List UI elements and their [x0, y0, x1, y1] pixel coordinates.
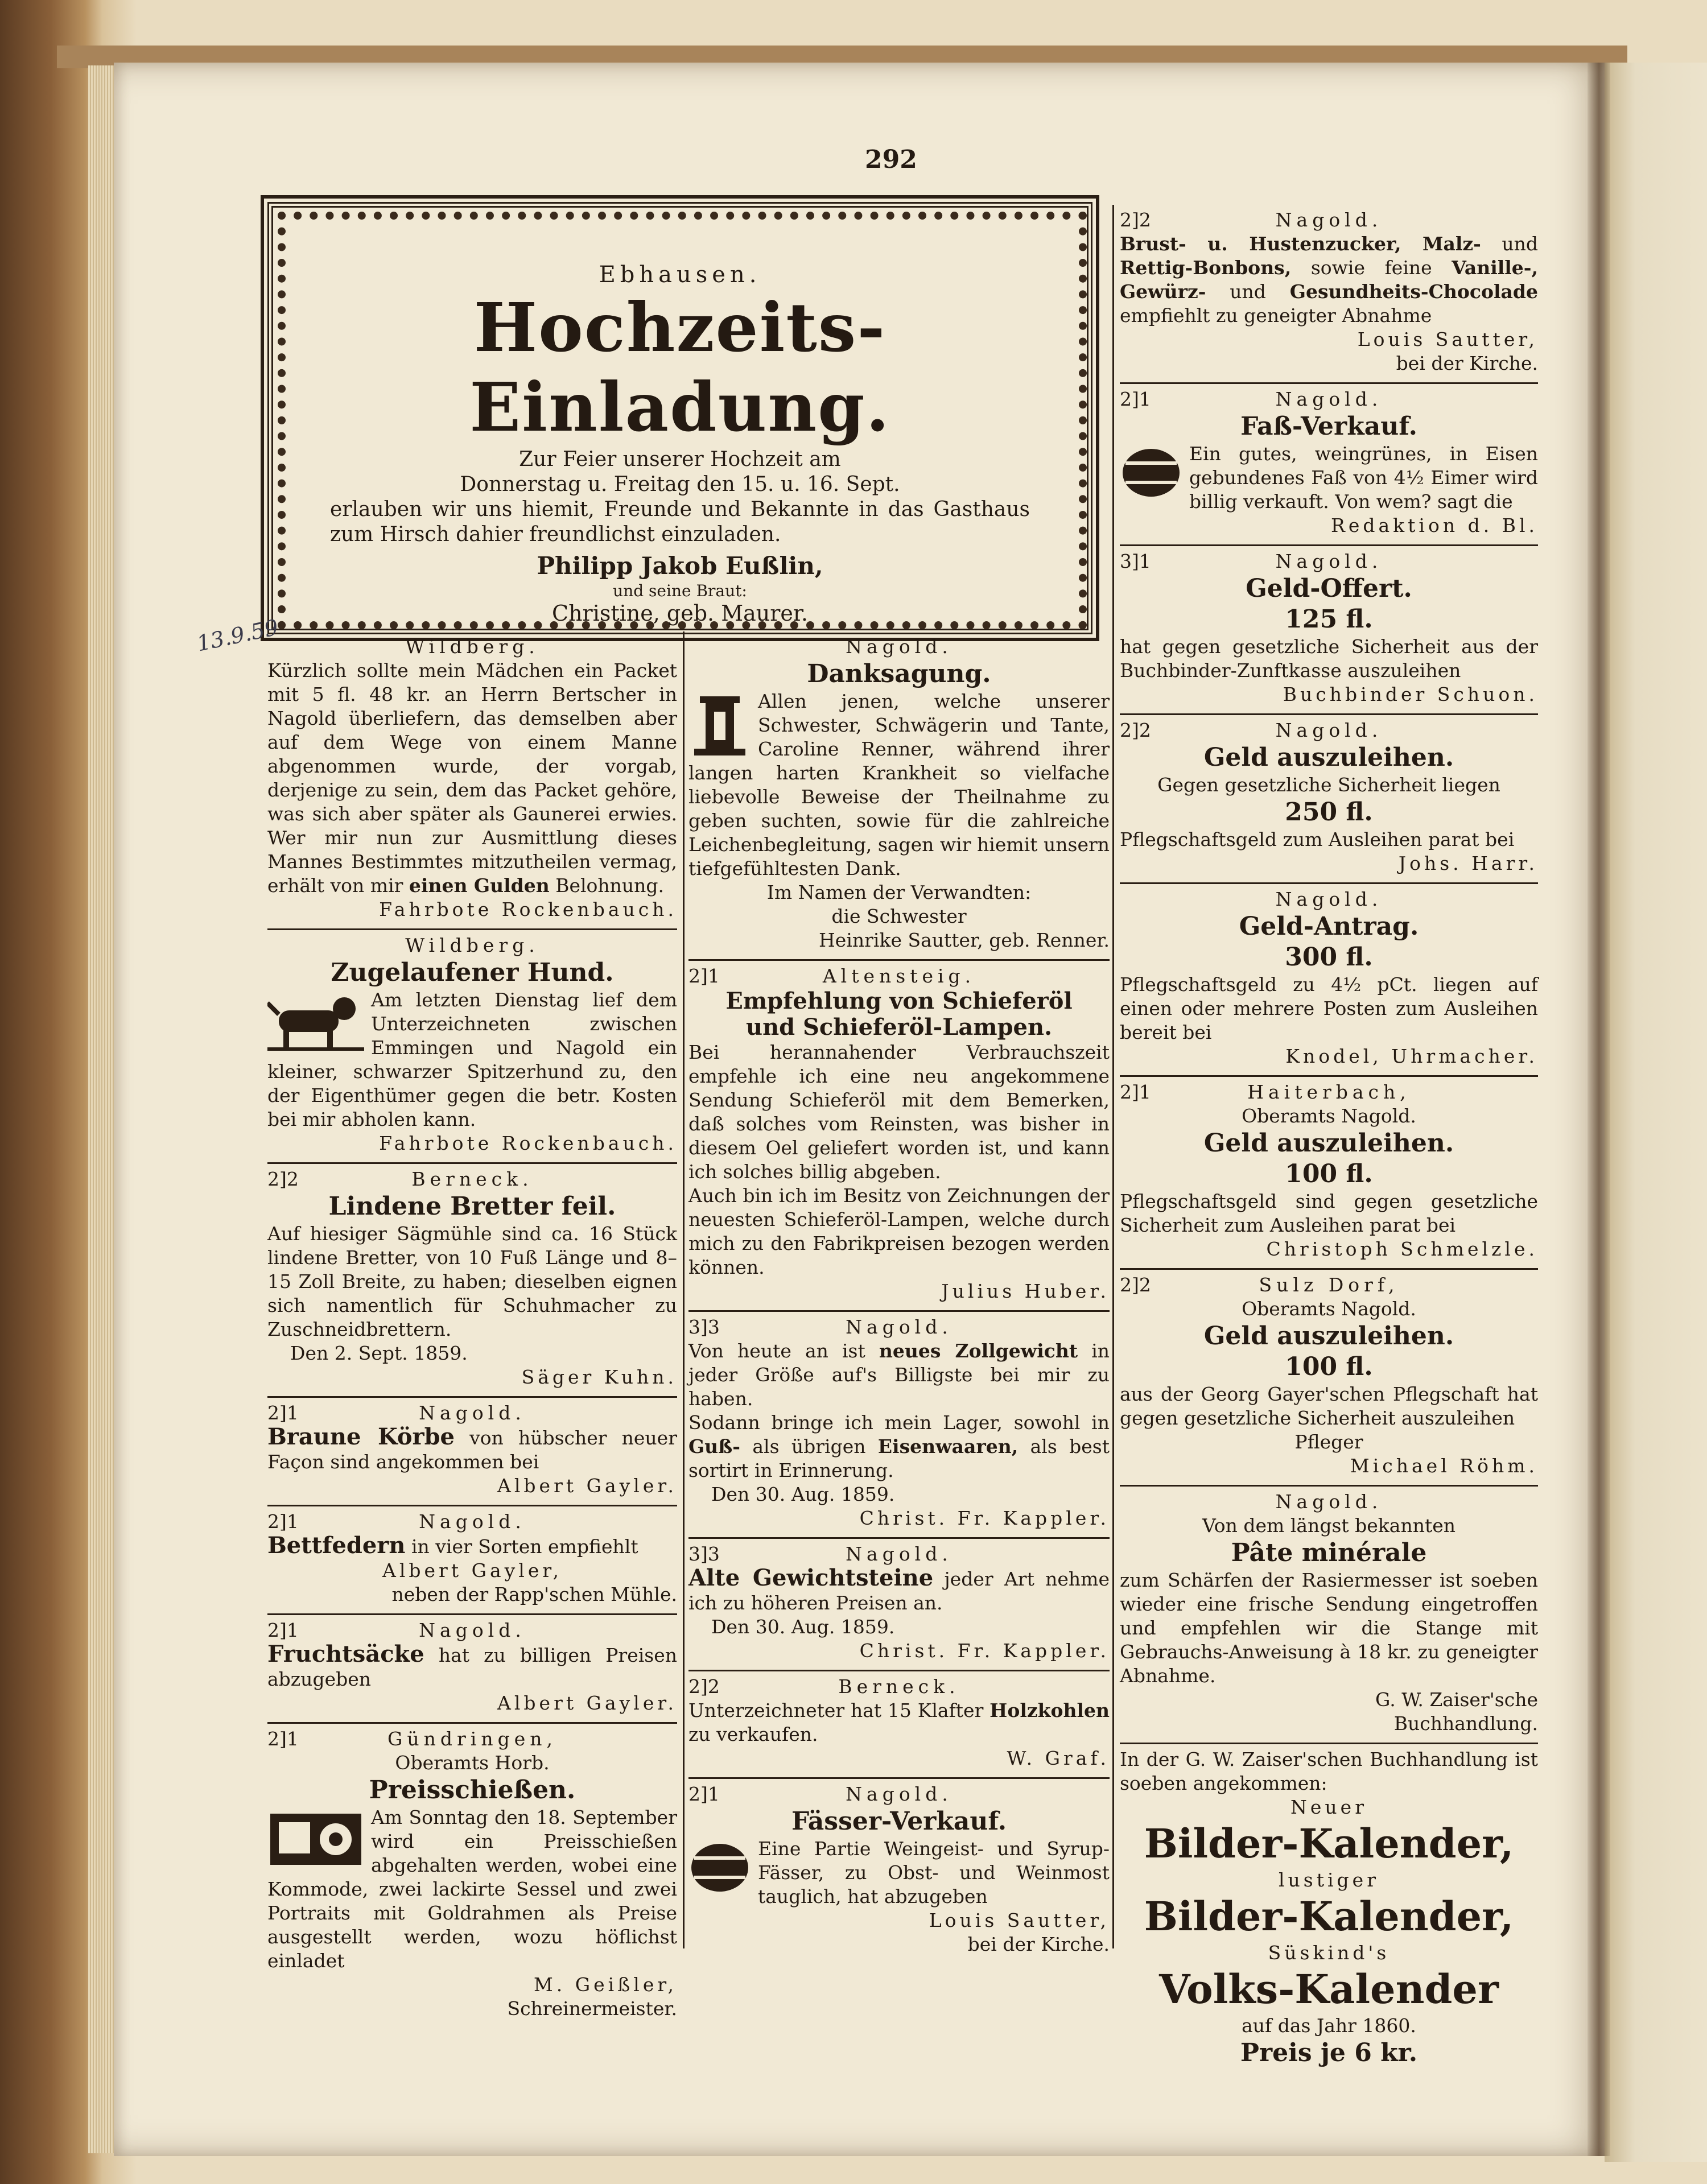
ad-zollgewicht — [688, 1312, 1110, 1539]
ad-signature: Christoph Schmelzle. — [1266, 1238, 1538, 1260]
ad-faesser — [688, 1779, 1110, 1963]
ad-body: Gegen gesetzliche Sicherheit liegen — [1157, 774, 1500, 796]
ad-pate-minerale — [1120, 1487, 1538, 1744]
wedding-line-2: Donnerstag u. Freitag den 15. u. 16. Sept. — [460, 473, 900, 496]
ad-place-2: Oberamts Horb. — [395, 1752, 550, 1774]
ad-place: Nagold. — [846, 1783, 953, 1805]
ad-place: Nagold. — [846, 1316, 953, 1338]
ad-text — [688, 1837, 1110, 1909]
ad-label: Süskind's — [1268, 1942, 1390, 1964]
ad-body-2: Pflegschaftsgeld zum Ausleihen parat bei — [1120, 828, 1515, 851]
ad-geld250 — [1120, 715, 1538, 884]
ad-place: Nagold. — [846, 1543, 953, 1565]
ad-signature: M. Geißler, — [534, 1974, 677, 1996]
shooting-target-icon — [267, 1808, 364, 1871]
ad-bettfedern — [267, 1506, 677, 1615]
ad-text — [267, 988, 677, 1132]
ad-text — [688, 690, 1110, 881]
ad-bold: Eisenwaaren, — [877, 1435, 1019, 1458]
ad-text — [267, 1806, 677, 1973]
ad-body: Am Sonntag den 18. September wird ein Preisschießen abgehalten werden, wobei eine Kommode, zwei lackirte Sessel und zwei Portraits mit Goldrahmen als Preise ausgestellt werden, wozu höflichst einladet — [267, 1806, 677, 1972]
ad-body: von hübscher neuer Façon sind angekommen bei — [267, 1427, 677, 1473]
ad-dog — [267, 930, 677, 1164]
ad-place-2: Oberamts Nagold. — [1242, 1298, 1416, 1320]
ad-body-tail: Belohnung. — [555, 874, 665, 897]
ad-place: Berneck. — [838, 1675, 960, 1698]
ad-kalender — [1120, 1744, 1538, 2075]
column-divider-1 — [683, 631, 685, 1948]
ad-headline: Pâte minérale — [1231, 1538, 1427, 1567]
ad-date: Den 30. Aug. 1859. — [711, 1483, 895, 1505]
ad-signature: Christ. Fr. Kappler. — [859, 1640, 1110, 1662]
ad-signature: Julius Huber. — [941, 1280, 1110, 1302]
ad-gewichtsteine — [688, 1539, 1110, 1671]
ad-body: und — [1502, 233, 1538, 255]
ad-headline: Geld-Offert. — [1246, 574, 1412, 603]
ad-mark: 2]2 — [267, 1168, 299, 1190]
ad-signature: Louis Sautter, — [929, 1909, 1110, 1931]
ad-text — [267, 659, 677, 898]
ad-headline-3: Volks-Kalender — [1159, 1966, 1499, 2013]
wedding-and-bride: und seine Braut: — [613, 581, 747, 600]
ad-headline: Bettfedern — [267, 1532, 406, 1559]
ad-signature: Christ. Fr. Kappler. — [859, 1507, 1110, 1529]
ad-signature-2: Buchhandlung. — [1393, 1712, 1538, 1735]
ad-signature: Buchbinder Schuon. — [1283, 683, 1538, 705]
ad-body: Sodann bringe ich mein Lager, sowohl in — [688, 1411, 1110, 1434]
ad-headline: Geld auszuleihen. — [1203, 1129, 1454, 1158]
ad-body: in vier Sorten empfiehlt — [411, 1535, 638, 1558]
ad-amount: 100 fl. — [1285, 1352, 1373, 1381]
ad-signature: Knodel, Uhrmacher. — [1285, 1045, 1538, 1067]
ad-headline: Fruchtsäcke — [267, 1641, 424, 1667]
ad-amount: 250 fl. — [1285, 798, 1373, 827]
ad-geldofferte — [1120, 546, 1538, 715]
ad-text — [267, 1534, 677, 1559]
ad-koerbe — [267, 1398, 677, 1506]
ad-headline: Geld-Antrag. — [1239, 912, 1419, 941]
ad-headline: Faß-Verkauf. — [1240, 412, 1417, 441]
ad-body-tail: zu verkaufen. — [688, 1723, 818, 1745]
ad-place: Nagold. — [419, 1402, 526, 1424]
ad-mark: 2]1 — [1120, 1081, 1151, 1103]
ad-signature-3: Heinrike Sautter, geb. Renner. — [819, 929, 1110, 951]
ad-mark: 3]3 — [688, 1316, 720, 1338]
barrel-icon — [688, 1839, 751, 1896]
handwritten-note: 13.9.59 — [195, 614, 281, 657]
ad-reward: einen Gulden — [409, 874, 550, 897]
ad-body: Am letzten Dienstag lief dem Unterzeichneten zwischen Emmingen und Nagold ein kleiner, schwarzer Spitzerhund zu, den der Eigenthümer gegen die betr. Kosten bei mir abholen kann. — [267, 989, 677, 1130]
ad-bold: Vanille-, Gewürz- — [1120, 257, 1538, 303]
ad-body: Pflegschaftsgeld sind gegen gesetzliche Sicherheit zum Ausleihen parat bei — [1120, 1190, 1538, 1236]
ad-signature: Johs. Harr. — [1398, 852, 1538, 874]
dog-icon — [267, 990, 364, 1053]
ad-body: und — [1230, 280, 1266, 303]
wedding-line-3: erlauben wir uns hiemit, Freunde und Bekannte in das Gasthaus zum Hirsch dahier freundlichst einzuladen. — [330, 498, 1030, 546]
ad-body-2: Auch bin ich im Besitz von Zeichnungen der neuesten Schieferöl-Lampen, welche durch mich zu den Fabrikpreisen bezogen werden können. — [688, 1184, 1110, 1278]
ad-wildberg-packet — [267, 631, 677, 930]
ad-body: Von dem längst bekannten — [1202, 1514, 1456, 1537]
ad-body-2: zum Schärfen der Rasiermesser ist soeben wieder eine frische Sendung eingetroffen und empfehlen wir die Stange mit Gebrauchs-Anweisung à 18 kr. zu geneigter Abnahme. — [1120, 1569, 1538, 1687]
ad-geldantrag — [1120, 884, 1538, 1077]
ad-body: In der G. W. Zaiser'schen Buchhandlung ist soeben angekommen: — [1120, 1748, 1538, 1794]
ad-signature: G. W. Zaiser'sche — [1375, 1688, 1538, 1711]
ad-bold: neues Zollgewicht — [879, 1340, 1078, 1362]
ad-headline: Fässer-Verkauf. — [791, 1807, 1007, 1836]
ad-body: als übrigen — [752, 1435, 866, 1458]
ad-body: als best sortirt in Erinnerung. — [688, 1435, 1110, 1481]
ad-text — [688, 1699, 1110, 1747]
ad-signature-2: die Schwester — [831, 905, 967, 927]
page-stack-edge — [88, 65, 117, 2153]
ad-body: Unterzeichneter hat 15 Klafter — [688, 1699, 984, 1721]
ad-body: Von heute an ist — [688, 1340, 865, 1362]
ad-signature-2: Michael Röhm. — [1350, 1455, 1538, 1477]
ad-amount: 300 fl. — [1285, 943, 1373, 972]
barrel-icon — [1120, 444, 1182, 501]
ad-text-2 — [688, 1411, 1110, 1483]
ad-place: Altensteig. — [822, 965, 976, 987]
facing-page — [1605, 63, 1707, 2162]
ad-headline: Geld auszuleihen. — [1203, 743, 1454, 772]
ad-body: sowie feine — [1310, 257, 1432, 279]
ad-text — [1120, 442, 1538, 514]
ad-signature: Fahrbote Rockenbauch. — [379, 898, 677, 920]
ad-geld100-haiterbach — [1120, 1077, 1538, 1270]
ad-mark: 2]2 — [1120, 209, 1151, 231]
ad-preisschiessen — [267, 1724, 677, 2028]
ad-place: Nagold. — [846, 635, 953, 658]
ad-headline: Braune Körbe — [267, 1423, 455, 1450]
ad-signature: Redaktion d. Bl. — [1331, 514, 1538, 536]
book-gutter — [1588, 63, 1610, 2156]
ad-date: Den 2. Sept. 1859. — [290, 1342, 468, 1364]
ad-body: Auf hiesiger Sägmühle sind ca. 16 Stück lindene Bretter, von 10 Fuß Länge und 8–15 Zoll Breite, zu haben; dieselben eignen sich namentlich für Schuhmacher zu Zuschneidbrettern. — [267, 1223, 677, 1340]
ad-place: Haiterbach, — [1247, 1081, 1411, 1103]
ad-headline: Alte Gewichtsteine — [688, 1564, 934, 1591]
ad-mark: 2]1 — [267, 1402, 299, 1424]
wedding-line-1: Zur Feier unserer Hochzeit am — [519, 448, 841, 471]
wedding-title: Hochzeits-Einladung. — [469, 288, 890, 447]
ad-signature-2: Schreinermeister. — [507, 1997, 677, 2020]
ad-signature: Fahrbote Rockenbauch. — [379, 1132, 677, 1154]
ad-body: Ein gutes, weingrünes, in Eisen gebundenes Faß von 4½ Eimer wird billig verkauft. Von wem? sagt die — [1189, 443, 1538, 513]
ad-body: aus der Georg Gayer'schen Pflegschaft hat gegen gesetzliche Sicherheit auszuleihen — [1120, 1383, 1538, 1429]
ad-body: Eine Partie Weingeist- und Syrup-Fässer, zu Obst- und Weinmost tauglich, hat abzugeben — [758, 1838, 1110, 1908]
column-1 — [267, 631, 677, 2028]
ad-body: empfiehlt zu geneigter Abnahme — [1120, 304, 1432, 327]
ad-signature-2: bei der Kirche. — [1396, 352, 1538, 374]
ad-place: Wildberg. — [405, 635, 539, 658]
ad-mark: 3]1 — [1120, 550, 1151, 572]
ad-mark: 2]1 — [267, 1510, 299, 1533]
ad-headline: Geld auszuleihen. — [1203, 1322, 1454, 1351]
ad-mark: 2]1 — [1120, 388, 1151, 410]
ad-signature: Louis Sautter, — [1357, 328, 1538, 350]
ad-place: Nagold. — [1275, 719, 1383, 741]
ad-text — [688, 1566, 1110, 1615]
ad-body: jeder Art nehme ich zu höheren Preisen an. — [688, 1568, 1110, 1614]
column-divider-2 — [1112, 205, 1114, 1948]
ad-mark: 2]2 — [1120, 1274, 1151, 1296]
ad-body: hat gegen gesetzliche Sicherheit aus der Buchbinder-Zunftkasse auszuleihen — [1120, 635, 1538, 682]
ad-headline: Zugelaufener Hund. — [331, 958, 614, 987]
wedding-groom: Philipp Jakob Eußlin, — [537, 552, 823, 580]
ad-fassverkauf — [1120, 384, 1538, 546]
ad-holzkohlen — [688, 1671, 1110, 1779]
ad-place: Nagold. — [1275, 1491, 1383, 1513]
ad-place: Berneck. — [411, 1168, 533, 1190]
ad-place: Sulz Dorf, — [1259, 1274, 1399, 1296]
ad-body: Pflegschaftsgeld zu 4½ pCt. liegen auf einen oder mehrere Posten zum Ausleihen bereit bei — [1120, 973, 1538, 1043]
ad-headline: Danksagung. — [807, 659, 991, 688]
ad-bonbons — [1120, 205, 1538, 384]
ad-bold: Brust- u. Hustenzucker, Malz- — [1120, 233, 1481, 255]
ad-label: Neuer — [1290, 1796, 1367, 1818]
ad-bold: Rettig-Bonbons, — [1120, 257, 1292, 279]
ad-bold: Guß- — [688, 1435, 740, 1458]
ad-bold: Holzkohlen — [989, 1699, 1110, 1721]
ad-place: Nagold. — [1275, 209, 1383, 231]
ad-headline: Empfehlung von Schieferöl — [725, 988, 1073, 1014]
ad-signature: Säger Kuhn. — [521, 1366, 677, 1388]
ad-mark: 2]2 — [1120, 719, 1151, 741]
ad-bold: Gesundheits-Chocolade — [1289, 280, 1538, 303]
ad-mark: 2]1 — [267, 1619, 299, 1641]
ad-price: Preis je 6 kr. — [1240, 2038, 1418, 2067]
ad-date: Den 30. Aug. 1859. — [711, 1616, 895, 1638]
ad-signature: Albert Gayler. — [497, 1475, 677, 1497]
ad-signature: Pfleger — [1294, 1431, 1363, 1453]
ad-signature: W. Graf. — [1007, 1747, 1110, 1769]
ad-body: Kürzlich sollte mein Mädchen ein Packet mit 5 fl. 48 kr. an Herrn Bertscher in Nagold überliefern, das demselben aber auf dem Wege von einem Manne abgenommen wurde, der vorgab, derjenige zu sein, dem das Packet gehöre, was sich aber später als Gaunerei erwies. Wer mir nun zur Ausmittlung dieses Mannes Bestimmtes mitzutheilen vermag, erhält von mir — [267, 659, 677, 897]
ad-schieferoel — [688, 961, 1110, 1312]
ad-headline-2: und Schieferöl-Lampen. — [745, 1014, 1053, 1041]
ad-body: Allen jenen, welche unserer Schwester, Schwägerin und Tante, Caroline Renner, während ihrer langen harten Krankheit so vielfache liebevolle Beweise der Theilnahme zu geben suchten, sowie für die zahlreiche Leichenbegleitung, sagen wir hiemit unsern tiefgefühltesten Dank. — [688, 690, 1110, 880]
ad-mark: 2]2 — [688, 1675, 720, 1698]
ad-place: Gündringen, — [387, 1728, 557, 1750]
page-number: 292 — [865, 145, 917, 174]
column-2 — [688, 631, 1110, 1963]
ad-place: Wildberg. — [405, 934, 539, 956]
ad-signature-2: neben der Rapp'schen Mühle. — [391, 1583, 677, 1605]
wedding-place: Ebhausen. — [599, 262, 761, 288]
ad-geld100-sulz — [1120, 1270, 1538, 1487]
ad-danksagung — [688, 631, 1110, 961]
wedding-bride: Christine, geb. Maurer. — [552, 601, 808, 626]
ad-mark: 2]1 — [688, 1783, 720, 1805]
wedding-invitation — [330, 262, 1030, 626]
ad-place: Nagold. — [1275, 888, 1383, 910]
ad-place: Nagold. — [419, 1510, 526, 1533]
ad-text — [688, 1339, 1110, 1411]
ad-amount: 125 fl. — [1285, 605, 1373, 634]
ad-mark: 2]1 — [267, 1728, 299, 1750]
ad-headline: Lindene Bretter feil. — [328, 1192, 616, 1221]
ad-headline-2: Bilder-Kalender, — [1144, 1893, 1514, 1940]
ad-signature: Albert Gayler. — [497, 1692, 677, 1714]
ad-text — [267, 1425, 677, 1474]
column-3 — [1120, 205, 1538, 2075]
ad-bretter — [267, 1164, 677, 1398]
ad-mark: 2]1 — [688, 965, 720, 987]
ad-headline: Bilder-Kalender, — [1144, 1820, 1514, 1867]
ad-signature: Im Namen der Verwandten: — [766, 881, 1032, 903]
funeral-urn-icon — [688, 692, 751, 760]
ad-text — [267, 1642, 677, 1691]
ad-body: Bei herannahender Verbrauchszeit empfehle ich eine neu angekommene Sendung Schieferöl mit dem Bemerken, daß solches vom Reinsten, was bisher in diesem Oel geliefert worden ist, und kann ich solches billig abgeben. — [688, 1041, 1110, 1183]
ad-place: Nagold. — [1275, 550, 1383, 572]
ad-text — [1120, 232, 1538, 328]
ad-year: auf das Jahr 1860. — [1242, 2014, 1416, 2037]
ad-signature: Albert Gayler, — [382, 1559, 562, 1582]
ad-body: in jeder Größe auf's Billigste bei mir zu haben. — [688, 1340, 1110, 1410]
ad-headline: Preisschießen. — [369, 1776, 576, 1805]
ad-signature-2: bei der Kirche. — [967, 1933, 1110, 1955]
ad-label: lustiger — [1279, 1869, 1379, 1891]
ad-place-2: Oberamts Nagold. — [1242, 1105, 1416, 1127]
ad-mark: 3]3 — [688, 1543, 720, 1565]
ad-place: Nagold. — [419, 1619, 526, 1641]
ad-fruchtsaecke — [267, 1615, 677, 1724]
ad-body: hat zu billigen Preisen abzugeben — [267, 1644, 677, 1690]
ad-place: Nagold. — [1275, 388, 1383, 410]
ad-amount: 100 fl. — [1285, 1159, 1373, 1188]
